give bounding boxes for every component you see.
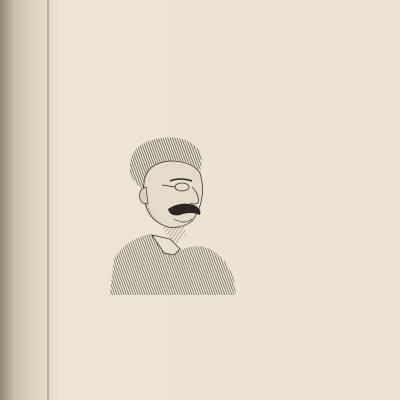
portrait-engraving: [104, 131, 236, 295]
portrait-image: [104, 131, 236, 295]
book-gutter-edge: [47, 0, 49, 400]
book-gutter-shadow: [0, 0, 58, 400]
